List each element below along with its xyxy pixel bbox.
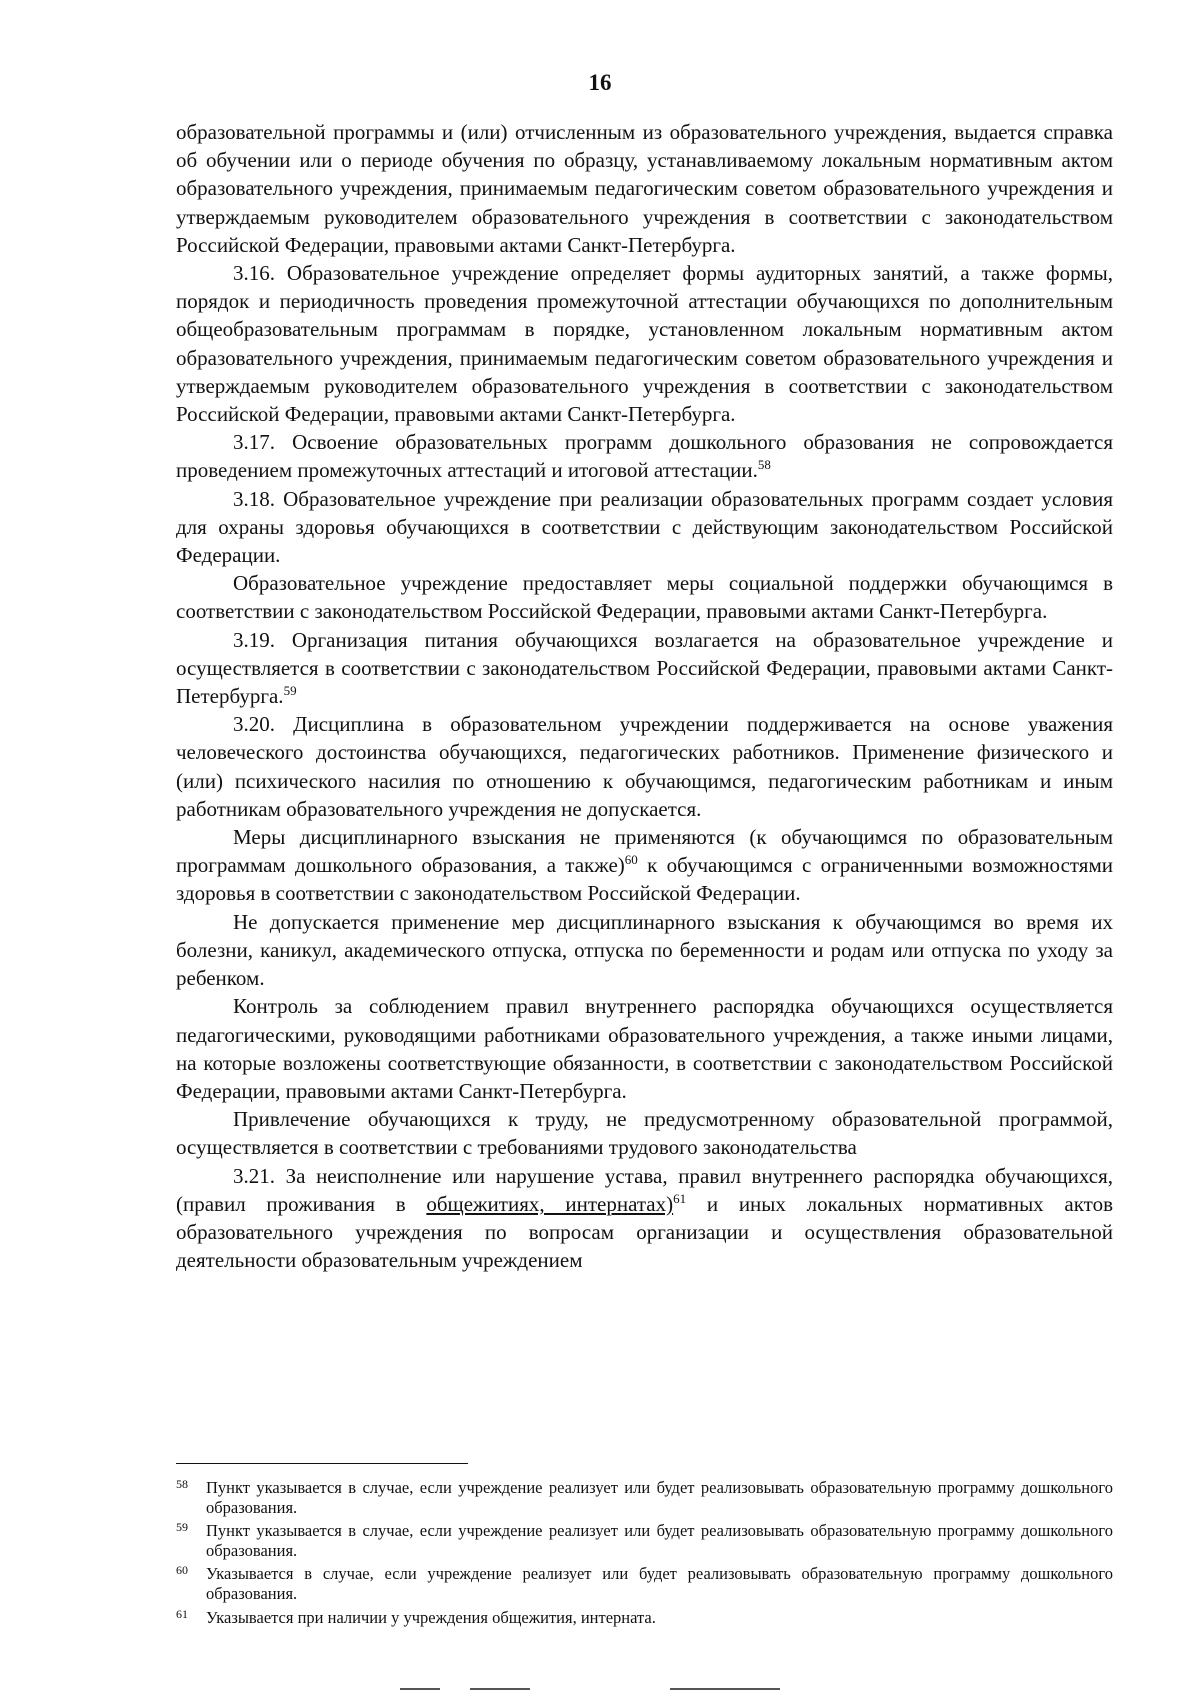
paragraph-internal-rules-control: [176, 992, 1113, 1105]
footnote-number: 59: [176, 1520, 188, 1535]
paragraph-disciplinary-measures: [176, 823, 1113, 908]
paragraph-text: образовательной программы и (или) отчисленным из образовательного учреждения, выдается справка об обучении или о периоде обучения по образцу, устанавливаемому локальным нормативным актом образовательного учреждения, принимаемым педагогическим советом образовательного учреждения и утверждаемым руководителем образовательного учреждения в соответствии с законодательством Российской Федерации, правовыми актами Санкт-Петербурга.: [176, 120, 1113, 257]
footnote-number: 58: [176, 1477, 188, 1491]
paragraph-social-support: [176, 569, 1113, 625]
footnote-61: [176, 1608, 1113, 1628]
paragraph-text: 3.19. Организация питания обучающихся возлагается на образовательное учреждение и осуществляется в соответствии с законодательством Российской Федерации, правовыми актами Санкт-Петербурга.: [176, 627, 1113, 709]
footnote-ref: 60: [624, 852, 638, 868]
paragraph-text: Контроль за соблюдением правил внутреннего распорядка обучающихся осуществляется педагогическими, руководящими работниками образовательного учреждения, а также иными лицами, на которые возложены соответствующие обязанности, в соответствии с законодательством Российской Федерации, правовыми актами Санкт-Петербурга.: [176, 994, 1113, 1103]
paragraph-text: и иных локальных нормативных актов образовательного учреждения по вопросам организации и осуществления образовательной деятельности образовательным учреждением: [176, 1191, 1113, 1273]
footnote-60: [176, 1564, 1113, 1603]
underlined-text: общежитиях, интернатах): [426, 1191, 674, 1216]
page-number: 16: [588, 70, 612, 95]
footnote-ref: 59: [283, 683, 297, 699]
paragraph-text: Меры дисциплинарного взыскания не применяются (к обучающимся по образовательным программам дошкольного образования, а также): [176, 825, 1113, 878]
footnote-text: Пункт указывается в случае, если учреждение реализует или будет реализовывать образовательную программу дошкольного образования.: [206, 1521, 1113, 1560]
paragraph-text: 3.20. Дисциплина в образовательном учреждении поддерживается на основе уважения человеческого достоинства обучающихся, педагогических работников. Применение физического и (или) психического насилия по отношению к обучающимся, педагогическим работникам и иным работникам образовательного учреждения не допускается.: [176, 712, 1113, 821]
footnote-number: 60: [176, 1563, 188, 1578]
paragraph-text: 3.21. За неисполнение или нарушение устава, правил внутреннего распорядка обучающихся, (правил проживания в: [176, 1163, 1113, 1216]
paragraph-text: 3.16. Образовательное учреждение определяет формы аудиторных занятий, а также формы, порядок и периодичность проведения промежуточной аттестации обучающихся по дополнительным общеобразовательным программам в порядке, установленном локальным нормативным актом образовательного учреждения, принимаемым педагогическим советом образовательного учреждения и утверждаемым руководителем образовательного учреждения в соответствии с законодательством Российской Федерации, правовыми актами Санкт-Петербурга.: [176, 261, 1113, 427]
paragraph-3-21: [176, 1162, 1113, 1275]
footnote-text: Пункт указывается в случае, если учреждение реализует или будет реализовывать образовательную программу дошкольного образования.: [206, 1478, 1113, 1517]
paragraph-3-20: [176, 710, 1113, 823]
footnote-separator: [176, 1463, 468, 1464]
footnote-text: Указывается в случае, если учреждение реализует или будет реализовывать образовательную программу дошкольного образования.: [206, 1564, 1113, 1603]
footnote-ref: 58: [757, 457, 771, 473]
footnotes: [176, 1478, 1113, 1631]
paragraph-labor: [176, 1105, 1113, 1161]
paragraph: [176, 118, 1113, 259]
paragraph-text: 3.18. Образовательное учреждение при реализации образовательных программ создает условия для охраны здоровья обучающихся в соответствии с действующим законодательством Российской Федерации.: [176, 486, 1113, 568]
paragraph-text: Привлечение обучающихся к труду, не предусмотренному образовательной программой, осуществляется в соответствии с требованиями трудового законодательства: [176, 1107, 1113, 1160]
paragraph-disciplinary-restrictions: [176, 908, 1113, 993]
footnote-number: 61: [176, 1606, 188, 1621]
paragraph-3-18: [176, 485, 1113, 570]
footnote-59: [176, 1521, 1113, 1560]
footnote-text: Указывается при наличии у учреждения общежития, интерната.: [206, 1607, 656, 1627]
footnote-58: [176, 1478, 1113, 1517]
paragraph-3-17: [176, 428, 1113, 484]
paragraph-text: Образовательное учреждение предоставляет меры социальной поддержки обучающимся в соответствии с законодательством Российской Федерации, правовыми актами Санкт-Петербурга.: [176, 571, 1113, 624]
paragraph-text: Не допускается применение мер дисциплинарного взыскания к обучающимся во время их болезни, каникул, академического отпуска, отпуска по беременности и родам или отпуска по уходу за ребенком.: [176, 909, 1113, 991]
paragraph-3-19: [176, 626, 1113, 711]
paragraph-text: к обучающимся с ограниченными возможностями здоровья в соответствии с законодательством Российской Федерации.: [176, 853, 1113, 906]
body-text: [176, 118, 1113, 1274]
paragraph-text: 3.17. Освоение образовательных программ дошкольного образования не сопровождается проведением промежуточных аттестаций и итоговой аттестации.: [176, 430, 1113, 483]
footnote-ref: 61: [673, 1190, 687, 1206]
paragraph-3-16: [176, 259, 1113, 428]
scan-artifact: [400, 1688, 860, 1694]
